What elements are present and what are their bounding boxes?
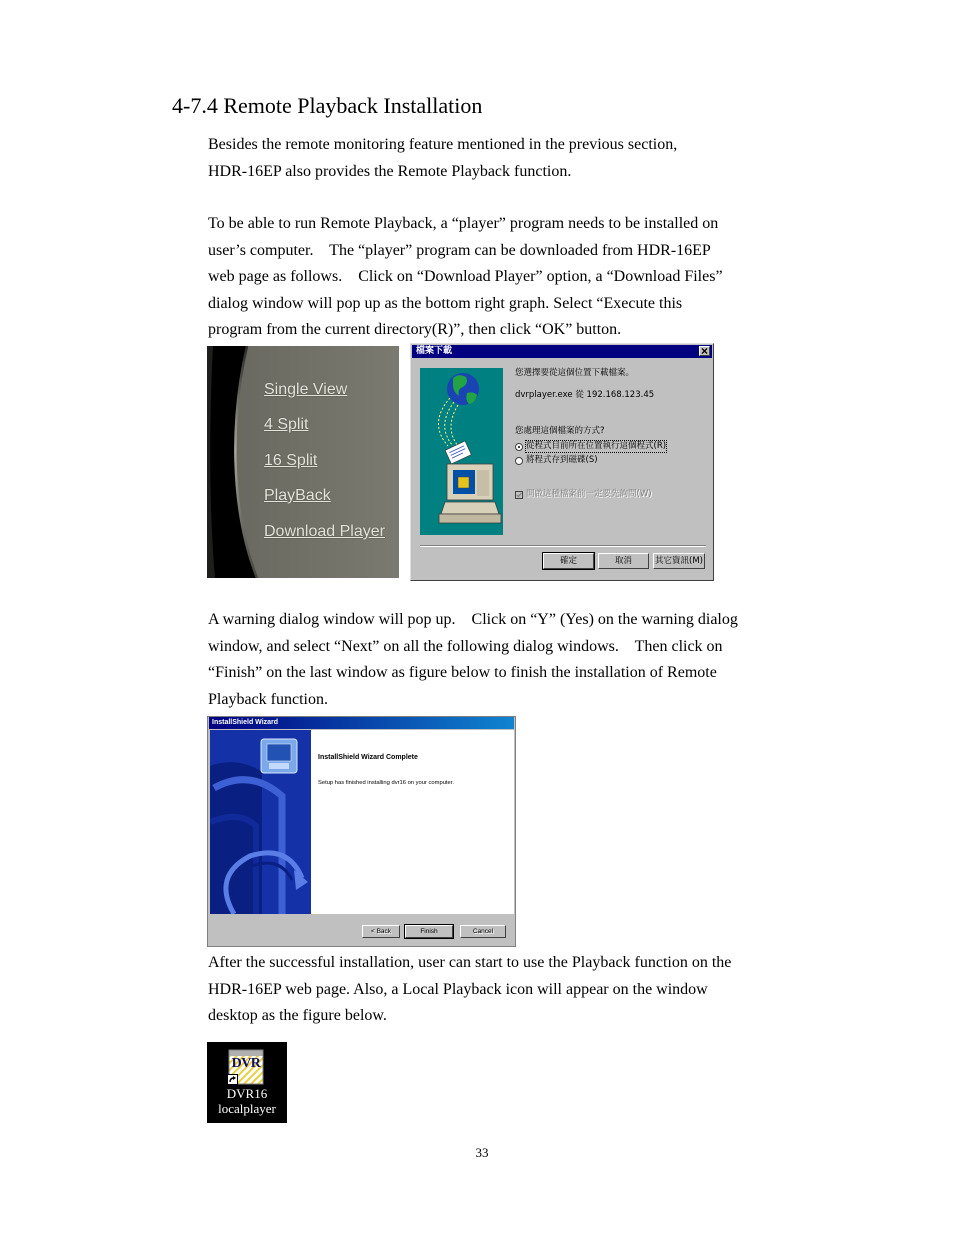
paragraph-line: desktop as the figure below. bbox=[208, 1007, 387, 1024]
finish-instructions-paragraph bbox=[208, 607, 738, 713]
checkmark-icon bbox=[516, 492, 522, 498]
player-instructions-paragraph bbox=[208, 211, 723, 344]
always-ask-label: 開啟這種檔案前一定要先詢問(W) bbox=[526, 489, 652, 499]
run-from-location-radio bbox=[515, 443, 523, 451]
close-icon bbox=[700, 347, 709, 355]
dialog-title: 檔案下載 bbox=[416, 346, 453, 356]
paragraph-line: Playback function. bbox=[208, 690, 328, 708]
dialog-question: 您處理這個檔案的方式? bbox=[515, 426, 605, 436]
paragraph-line: After the successful installation, user can start to use the Playback function on the bbox=[208, 954, 732, 971]
cancel-button: 取消 bbox=[598, 553, 649, 569]
wizard-heading: InstallShield Wizard Complete bbox=[318, 754, 418, 761]
menu-screenshot bbox=[207, 346, 399, 578]
paragraph-line: program from the current directory(R)”, then click “OK” button. bbox=[208, 321, 622, 338]
section-heading: 4-7.4 Remote Playback Installation bbox=[172, 93, 483, 118]
shortcut-arrow-icon bbox=[227, 1074, 238, 1085]
paragraph-line: HDR-16EP also provides the Remote Playback function. bbox=[208, 162, 572, 180]
dialog-file-source: dvrplayer.exe 從 192.168.123.45 bbox=[515, 390, 655, 400]
intro-paragraph bbox=[208, 132, 677, 185]
paragraph-line: web page as follows. Click on “Download Player” option, a “Download Files” bbox=[208, 268, 723, 285]
wizard-title-bar bbox=[209, 717, 514, 729]
menu-item-4-split: 4 Split bbox=[264, 416, 309, 433]
run-from-location-label: 從程式目前所在位置執行這個程式(R) bbox=[526, 441, 667, 451]
setup-computer-icon bbox=[210, 730, 311, 914]
dialog-close-button bbox=[699, 346, 710, 356]
more-info-button: 其它資訊(M) bbox=[653, 553, 705, 569]
icon-label-line: DVR16 bbox=[226, 1086, 268, 1101]
icon-label-line: localplayer bbox=[218, 1101, 276, 1116]
installshield-screenshot bbox=[207, 716, 516, 947]
download-dialog-screenshot bbox=[410, 343, 714, 581]
back-button: < Back bbox=[362, 925, 400, 938]
paragraph-line: Besides the remote monitoring feature mentioned in the previous section, bbox=[208, 136, 678, 153]
paragraph-line: HDR-16EP web page. Also, a Local Playback icon will appear on the window bbox=[208, 980, 708, 998]
globe-download-computer-icon bbox=[420, 368, 503, 535]
wizard-content bbox=[311, 730, 514, 914]
dialog-title-bar bbox=[412, 345, 712, 358]
icon-lettering: DVR bbox=[231, 1056, 261, 1071]
save-to-disk-label: 將程式存到磁碟(S) bbox=[526, 455, 598, 465]
menu-item-download-player: Download Player bbox=[264, 523, 385, 540]
ok-button: 確定 bbox=[543, 553, 594, 569]
wizard-message: Setup has finished installing dvr16 on your computer. bbox=[318, 780, 454, 786]
page-number: 33 bbox=[475, 1145, 489, 1160]
paragraph-line: user’s computer. The “player” program can be downloaded from HDR-16EP bbox=[208, 241, 711, 259]
dialog-separator bbox=[420, 545, 706, 547]
menu-item-playback: PlayBack bbox=[264, 487, 331, 504]
paragraph-line: window, and select “Next” on all the following dialog windows. Then click on bbox=[208, 637, 723, 655]
menu-item-single-view: Single View bbox=[264, 381, 348, 398]
after-install-paragraph bbox=[208, 950, 731, 1030]
cancel-button: Cancel bbox=[460, 925, 506, 938]
menu-item-16-split: 16 Split bbox=[264, 452, 318, 469]
save-to-disk-radio bbox=[515, 457, 523, 465]
paragraph-line: dialog window will pop up as the bottom right graph. Select “Execute this bbox=[208, 294, 683, 312]
dialog-message: 您選擇要從這個位置下載檔案。 bbox=[515, 368, 635, 378]
desktop-icon-screenshot bbox=[207, 1042, 287, 1123]
paragraph-line: A warning dialog window will pop up. Click on “Y” (Yes) on the warning dialog bbox=[208, 611, 738, 628]
paragraph-line: To be able to run Remote Playback, a “player” program needs to be installed on bbox=[208, 215, 719, 232]
finish-button: Finish bbox=[405, 925, 453, 938]
paragraph-line: “Finish” on the last window as figure below to finish the installation of Remote bbox=[208, 664, 717, 681]
wizard-title: InstallShield Wizard bbox=[212, 719, 279, 726]
always-ask-checkbox bbox=[515, 491, 523, 499]
